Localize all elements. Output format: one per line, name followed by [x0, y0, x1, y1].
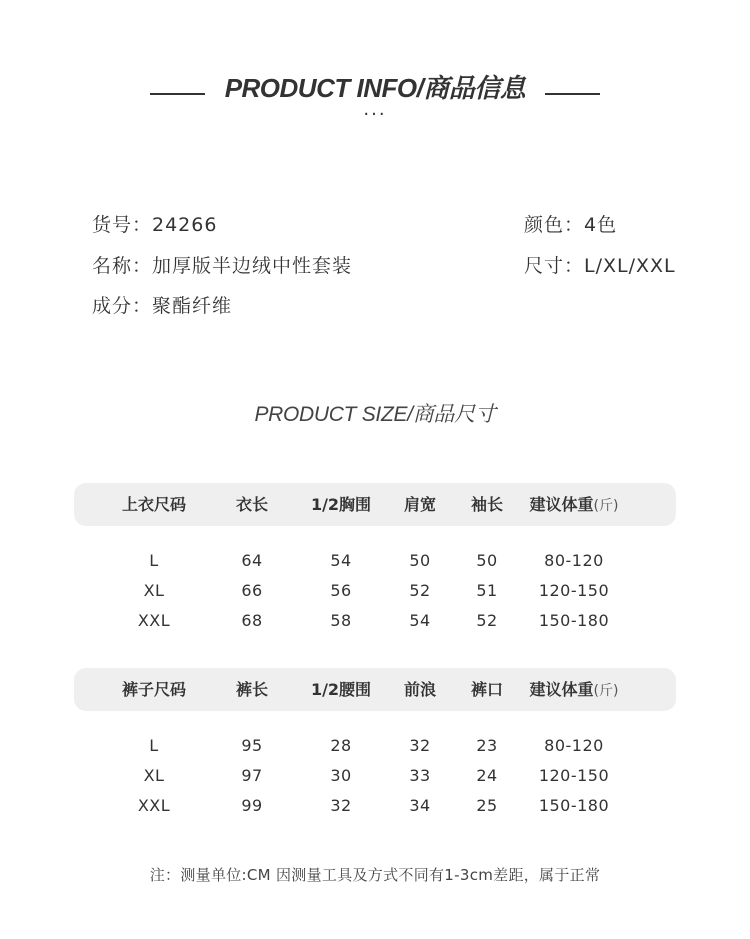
header-cell: 衣长	[235, 495, 268, 514]
item-number: 货号：24266	[92, 214, 218, 236]
table-cell: XL	[143, 581, 165, 600]
table-cell: 150-180	[538, 611, 610, 630]
table-cell: 56	[330, 581, 352, 600]
table-cell: 64	[241, 551, 263, 570]
table-cell: 80-120	[544, 736, 604, 755]
table-cell: 24	[476, 766, 498, 785]
table-cell: L	[149, 551, 159, 570]
table-cell: 50	[409, 551, 431, 570]
weight-label: 建议体重	[529, 495, 594, 514]
size-info: 尺寸：L/XL/XXL	[524, 255, 676, 277]
table-cell: 66	[241, 581, 263, 600]
table-cell: 150-180	[538, 796, 610, 815]
pants-table-header	[74, 668, 676, 711]
table-cell: L	[149, 736, 159, 755]
top-table-header	[74, 483, 676, 526]
table-cell: 52	[409, 581, 431, 600]
table-cell: 54	[330, 551, 352, 570]
weight-label: 建议体重	[529, 680, 594, 699]
title-dots: ···	[363, 104, 387, 125]
table-cell: 28	[330, 736, 352, 755]
table-cell: 51	[476, 581, 498, 600]
header-cell: 袖长	[470, 495, 503, 514]
table-cell: 34	[409, 796, 431, 815]
color-info: 颜色：4色	[524, 214, 618, 236]
table-cell: 30	[330, 766, 352, 785]
header-cell: 肩宽	[403, 495, 436, 514]
table-cell: 50	[476, 551, 498, 570]
header-cell: 裤子尺码	[121, 680, 186, 699]
table-row	[74, 731, 676, 761]
table-cell: XXL	[137, 796, 171, 815]
title-divider-left	[150, 93, 205, 95]
title-divider-right	[545, 93, 600, 95]
table-row	[74, 576, 676, 606]
table-cell: 80-120	[544, 551, 604, 570]
table-cell: 25	[476, 796, 498, 815]
table-cell: XL	[143, 766, 165, 785]
header-cell-weight	[519, 668, 629, 713]
table-cell: 33	[409, 766, 431, 785]
weight-unit: (斤)	[593, 683, 619, 699]
header-cell: 上衣尺码	[121, 495, 186, 514]
table-row	[74, 761, 676, 791]
table-cell: 95	[241, 736, 263, 755]
table-row	[74, 606, 676, 636]
header-cell: 前浪	[403, 680, 436, 699]
table-cell: XXL	[137, 611, 171, 630]
header-cell: 裤口	[470, 680, 503, 699]
table-cell: 54	[409, 611, 431, 630]
size-section-title: PRODUCT SIZE/商品尺寸	[254, 403, 496, 426]
table-cell: 23	[476, 736, 498, 755]
table-cell: 32	[409, 736, 431, 755]
table-cell: 52	[476, 611, 498, 630]
table-row	[74, 546, 676, 576]
table-cell: 120-150	[538, 766, 610, 785]
weight-unit: (斤)	[593, 498, 619, 514]
material-info: 成分：聚酯纤维	[92, 295, 233, 317]
header-cell-weight	[519, 483, 629, 528]
page-title-row	[0, 64, 750, 108]
measurement-note: 注：测量单位:CM 因测量工具及方式不同有1-3cm差距，属于正常	[149, 866, 601, 884]
table-cell: 68	[241, 611, 263, 630]
table-cell: 58	[330, 611, 352, 630]
table-cell: 120-150	[538, 581, 610, 600]
page-title: PRODUCT INFO/商品信息	[224, 73, 526, 103]
header-cell: 1/2腰围	[310, 680, 372, 699]
table-cell: 97	[241, 766, 263, 785]
table-row	[74, 791, 676, 821]
table-cell: 99	[241, 796, 263, 815]
header-cell: 裤长	[235, 680, 268, 699]
product-name: 名称：加厚版半边绒中性套装	[92, 255, 353, 277]
table-cell: 32	[330, 796, 352, 815]
header-cell: 1/2胸围	[310, 495, 372, 514]
